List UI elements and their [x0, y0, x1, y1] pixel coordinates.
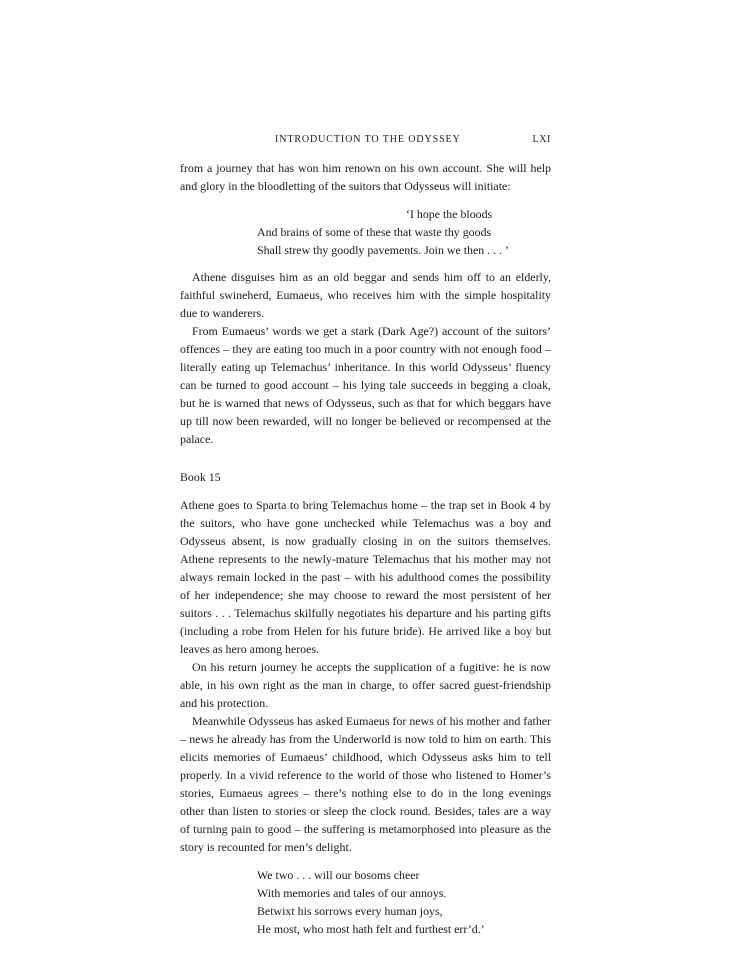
running-head [180, 131, 551, 149]
book-page [180, 131, 551, 947]
verse-quotation [257, 866, 551, 938]
section-heading: Book 15 [180, 470, 221, 484]
verse-line: With memories and tales of our annoys. [257, 886, 447, 900]
body-paragraph: On his return journey he accepts the supplication of a fugitive: he is now able, in his own right as the man in charge, to offer sacred guest-friendship and his protection. [180, 660, 551, 710]
body-paragraph: from a journey that has won him renown on his own account. She will help and glory in the bloodletting of the suitors that Odysseus will initiate: [180, 161, 551, 193]
verse-line: Shall strew thy goodly pavements. Join we then . . . ’ [257, 243, 509, 257]
verse-line: And brains of some of these that waste thy goods [257, 225, 492, 239]
running-head-title: INTRODUCTION TO THE ODYSSEY [275, 134, 461, 145]
page-number: LXI [532, 134, 551, 145]
verse-quotation [257, 205, 551, 259]
body-paragraph: Athene disguises him as an old beggar and sends him off to an elderly, faithful swineherd, Eumaeus, who receives him with the simple hospitality due to wanderers. [180, 270, 551, 320]
body-paragraph: Meanwhile Odysseus has asked Eumaeus for news of his mother and father – news he already has from the Underworld is now told to him on earth. This elicits memories of Eumaeus’ childhood, which Odysseus asks him to tell properly. In a vivid reference to the world of those who listened to Homer’s stories, Eumaeus agrees – there’s nothing else to do in the long evenings other than listen to stories or sleep the clock round. Besides, tales are a way of turning pain to good – the suffering is metamorphosed into pleasure as the story is recounted for men’s delight. [180, 714, 551, 854]
body-paragraph: From Eumaeus’ words we get a stark (Dark Age?) account of the suitors’ offences – they are eating too much in a poor country with not enough food – literally eating up Telemachus’ inheritance. In this world Odysseus’ fluency can be turned to good account – his lying tale succeeds in begging a cloak, but he is warned that news of Odysseus, such as that for which beggars have up till now been rewarded, will no longer be believed or recompensed at the palace. [180, 324, 551, 446]
verse-line: We two . . . will our bosoms cheer [257, 868, 420, 882]
verse-line: Betwixt his sorrows every human joys, [257, 904, 443, 918]
verse-line: ‘I hope the bloods [406, 207, 493, 221]
verse-line: He most, who most hath felt and furthest err’d.’ [257, 922, 485, 936]
body-paragraph: Athene goes to Sparta to bring Telemachus home – the trap set in Book 4 by the suitors, who have gone unchecked while Telemachus was a boy and Odysseus absent, is now gradually closing in on the suitors themselves. Athene represents to the newly-mature Telemachus that his mother may not always remain locked in the past – with his adulthood comes the possibility of her independence; she may choose to reward the most persistent of her suitors . . . Telemachus skilfully negotiates his departure and his parting gifts (including a robe from Helen for his future bride). He arrived like a boy but leaves as hero among heroes. [180, 498, 551, 656]
